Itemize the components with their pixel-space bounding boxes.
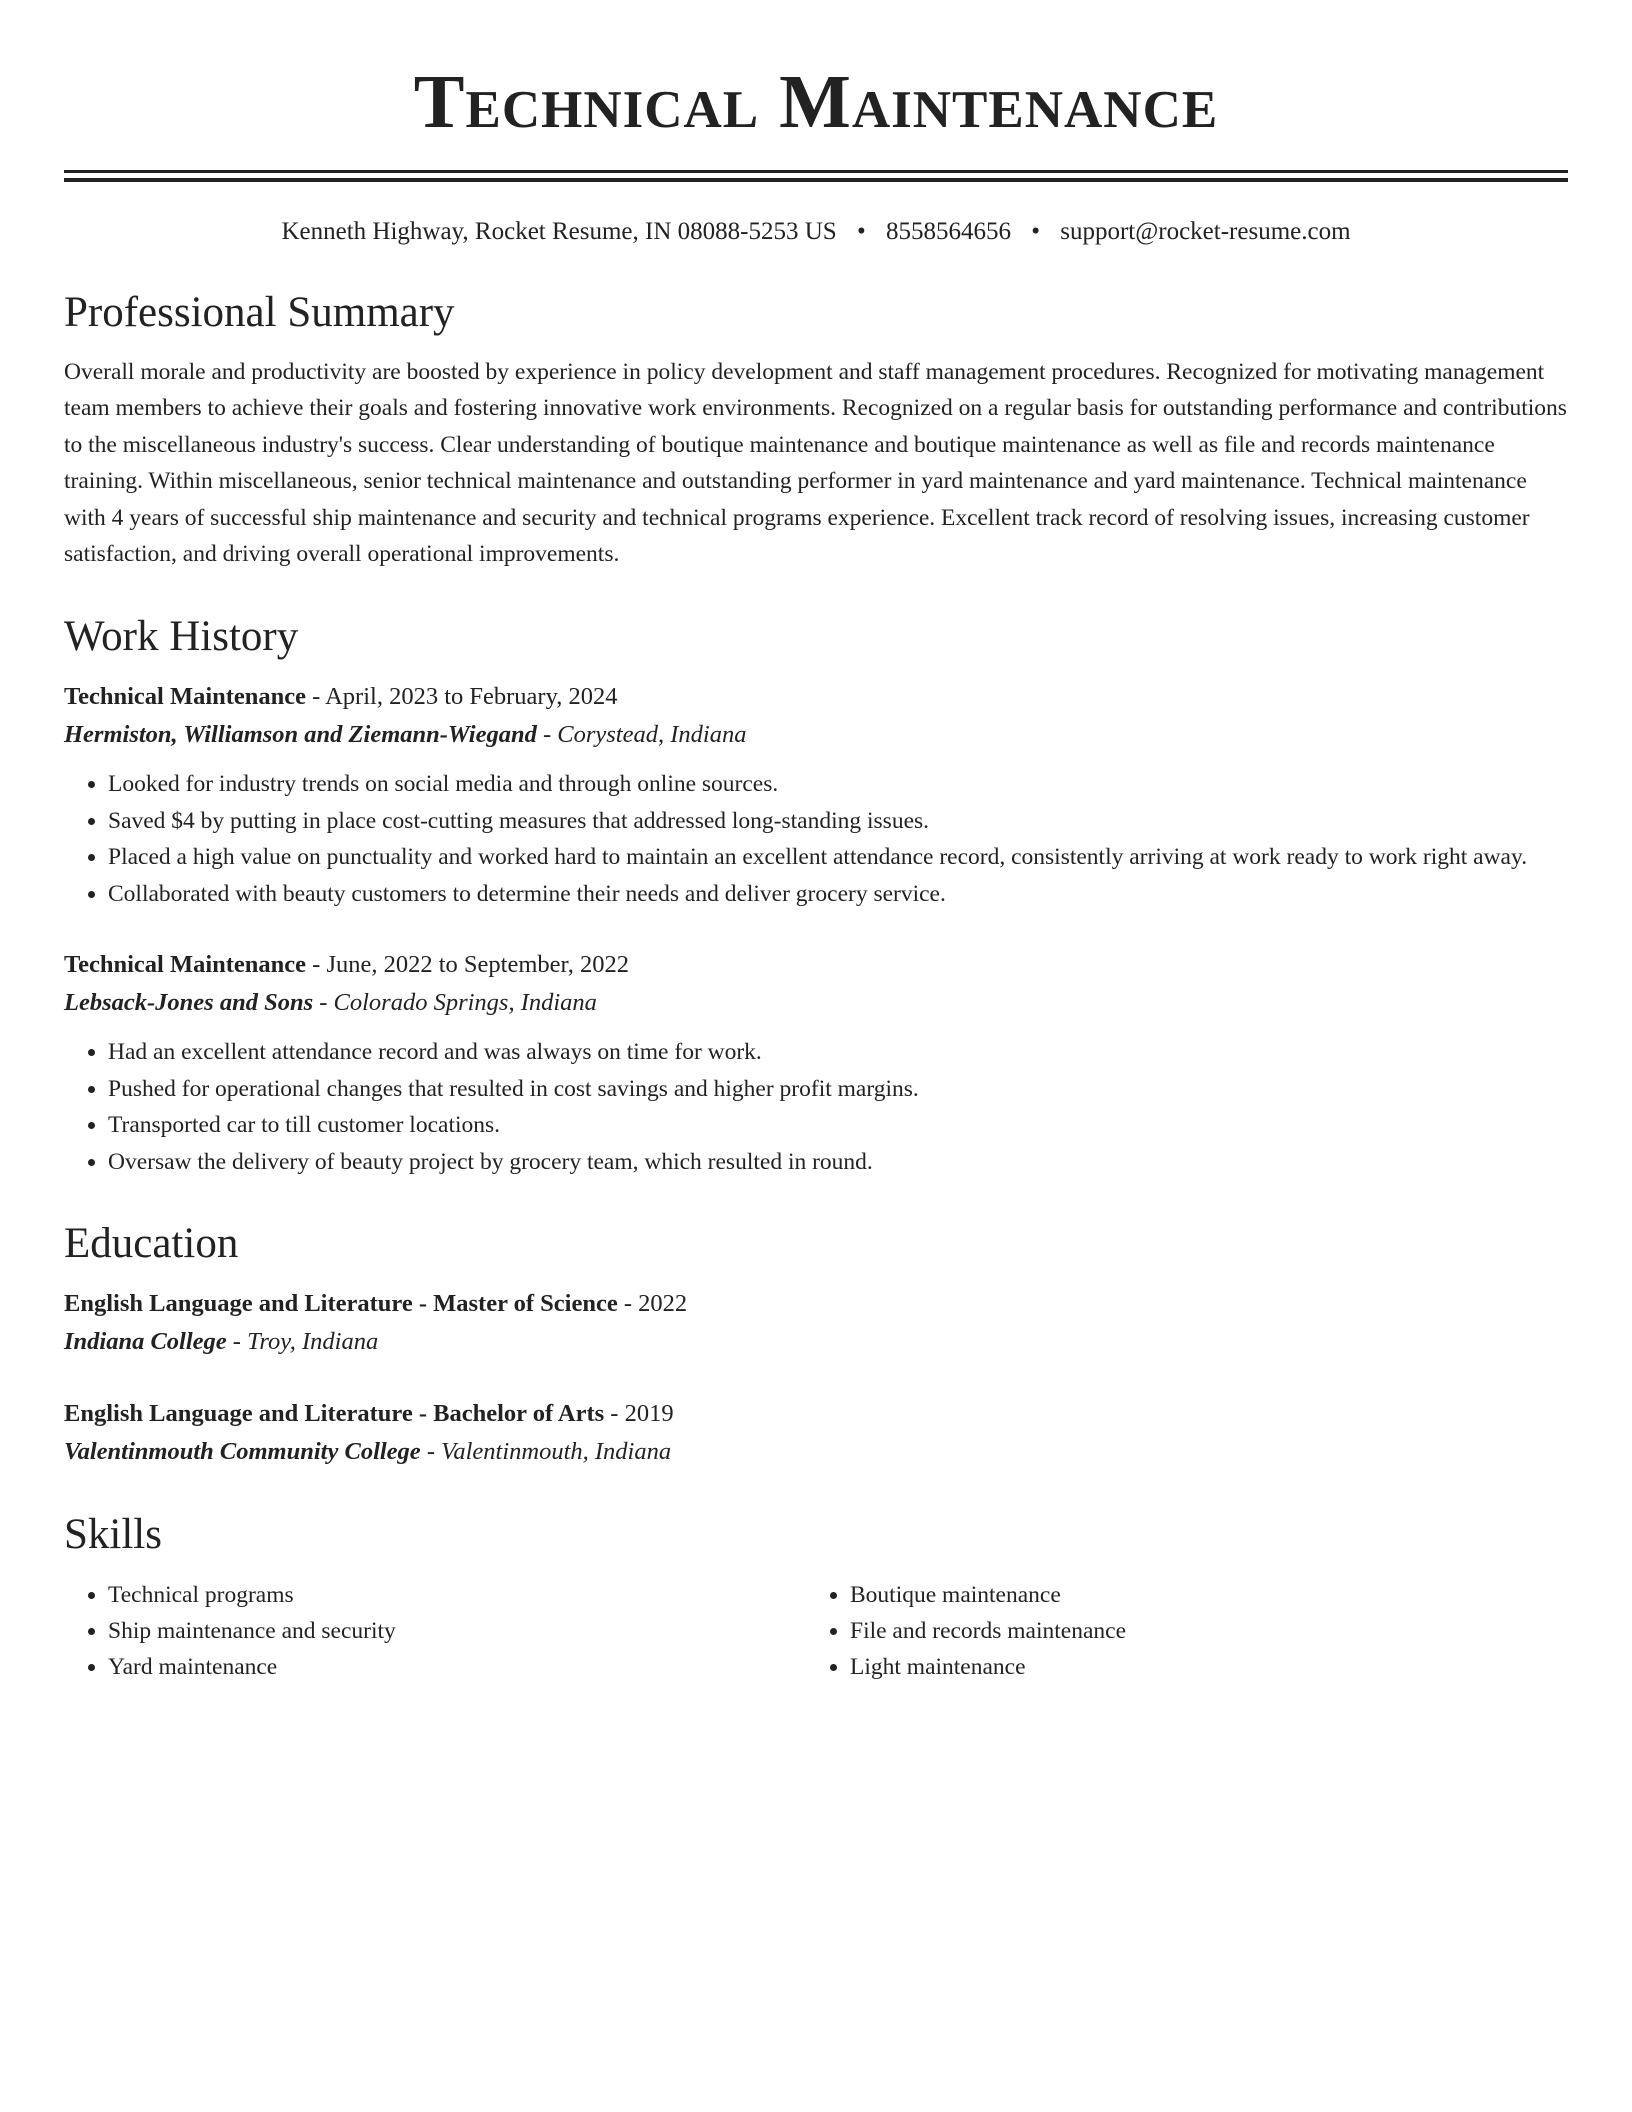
job-location: - Colorado Springs, Indiana bbox=[313, 989, 597, 1017]
list-item: • Had an excellent attendance record and was always on time for work. bbox=[108, 1034, 1568, 1071]
contact-phone: 8558564656 bbox=[885, 218, 1011, 245]
list-item: • Collaborated with beauty customers to determine their needs and deliver grocery service. bbox=[108, 876, 1568, 913]
degree-year: - 2022 bbox=[617, 1290, 688, 1318]
education-entry bbox=[64, 1395, 1568, 1471]
degree-line bbox=[64, 1285, 1568, 1323]
degree-name: English Language and Literature - Master of Science bbox=[64, 1290, 618, 1318]
job-header bbox=[64, 678, 1568, 716]
skills-heading: Skills bbox=[64, 1511, 162, 1559]
school-line bbox=[64, 1433, 1568, 1471]
job-bullet-list bbox=[64, 1034, 1568, 1180]
degree-name: English Language and Literature - Bachelor of Arts bbox=[64, 1400, 605, 1428]
skills-columns bbox=[64, 1577, 1568, 1685]
job-title: Technical Maintenance bbox=[64, 951, 307, 979]
skill-item: • Boutique maintenance bbox=[850, 1577, 1548, 1613]
job-dates: - April, 2023 to February, 2024 bbox=[306, 683, 618, 711]
job-bullet-list bbox=[64, 766, 1568, 912]
skills-list-right bbox=[806, 1577, 1548, 1685]
school-location: - Valentinmouth, Indiana bbox=[420, 1438, 672, 1466]
skills-list-left bbox=[64, 1577, 806, 1685]
job-location: - Corystead, Indiana bbox=[536, 721, 747, 749]
company-name: Lebsack-Jones and Sons bbox=[64, 989, 314, 1017]
bullet-separator: • bbox=[1031, 218, 1040, 245]
education-entry bbox=[64, 1285, 1568, 1361]
list-item: • Saved $4 by putting in place cost-cutting measures that addressed long-standing issues. bbox=[108, 803, 1568, 840]
summary-text: Overall morale and productivity are boosted by experience in policy development and staff management procedures. Recognized for motivating management team members to achieve their goals and fostering innovative work environments. Recognized on a regular basis for outstanding performance and contributions to the miscellaneous industry's success. Clear understanding of boutique maintenance and boutique maintenance as well as file and records maintenance training. Within miscellaneous, senior technical maintenance and outstanding performer in yard maintenance and yard maintenance. Technical maintenance with 4 years of successful ship maintenance and security and technical programs experience. Excellent track record of resolving issues, increasing customer satisfaction, and driving overall operational improvements. bbox=[64, 358, 1567, 568]
list-item: • Transported car to till customer locations. bbox=[108, 1107, 1568, 1144]
list-item: • Looked for industry trends on social media and through online sources. bbox=[108, 766, 1568, 803]
skill-item: • File and records maintenance bbox=[850, 1613, 1548, 1649]
contact-line bbox=[64, 216, 1568, 249]
degree-year: - 2019 bbox=[604, 1400, 674, 1428]
job-entry bbox=[64, 946, 1568, 1180]
contact-email: support@rocket-resume.com bbox=[1060, 218, 1351, 245]
job-entry bbox=[64, 678, 1568, 912]
skill-item: • Technical programs bbox=[108, 1577, 806, 1613]
work-history-heading: Work History bbox=[64, 612, 299, 660]
degree-line bbox=[64, 1395, 1568, 1433]
school-name: Indiana College bbox=[64, 1328, 227, 1356]
bullet-separator: • bbox=[856, 218, 866, 245]
school-location: - Troy, Indiana bbox=[226, 1328, 379, 1356]
school-line bbox=[64, 1323, 1568, 1361]
skill-item: • Light maintenance bbox=[850, 1649, 1548, 1685]
list-item: • Oversaw the delivery of beauty project by grocery team, which resulted in round. bbox=[108, 1144, 1568, 1181]
contact-address: Kenneth Highway, Rocket Resume, IN 08088-5253 US bbox=[281, 218, 837, 245]
resume-title: Technical Maintenance bbox=[413, 60, 1219, 144]
list-item: • Placed a high value on punctuality and worked hard to maintain an excellent attendance record, consistently arriving at work ready to work right away. bbox=[108, 839, 1568, 876]
job-employer bbox=[64, 984, 1568, 1022]
job-dates: - June, 2022 to September, 2022 bbox=[306, 951, 629, 979]
job-header bbox=[64, 946, 1568, 984]
skill-item: • Yard maintenance bbox=[108, 1649, 806, 1685]
job-employer bbox=[64, 716, 1568, 754]
company-name: Hermiston, Williamson and Ziemann-Wiegand bbox=[64, 721, 537, 749]
skill-item: • Ship maintenance and security bbox=[108, 1613, 806, 1649]
education-heading: Education bbox=[64, 1220, 239, 1268]
header-double-rule bbox=[64, 170, 1568, 182]
list-item: • Pushed for operational changes that resulted in cost savings and higher profit margins. bbox=[108, 1071, 1568, 1108]
summary-heading: Professional Summary bbox=[64, 288, 455, 336]
job-title: Technical Maintenance bbox=[64, 683, 307, 711]
school-name: Valentinmouth Community College bbox=[64, 1438, 421, 1466]
